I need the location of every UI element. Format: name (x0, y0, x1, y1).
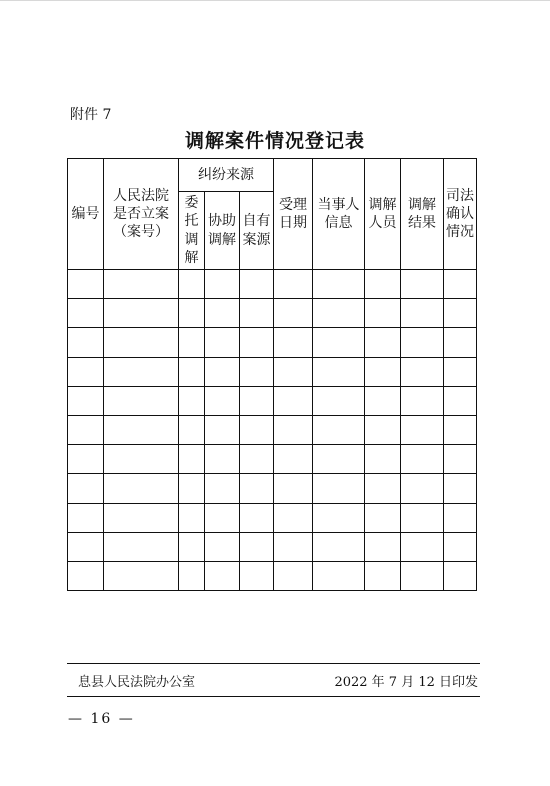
table-row (68, 386, 477, 415)
table-cell[interactable] (444, 474, 477, 503)
table-cell[interactable] (274, 415, 313, 444)
table-cell[interactable] (444, 503, 477, 532)
table-cell[interactable] (274, 445, 313, 474)
header-judicial-confirmation: 司法确认情况 (444, 159, 477, 270)
table-cell[interactable] (444, 328, 477, 357)
page-top-edge (0, 0, 550, 1)
table-cell[interactable] (68, 532, 104, 561)
table-cell[interactable] (401, 561, 444, 590)
table-cell[interactable] (104, 270, 179, 299)
table-cell[interactable] (179, 328, 205, 357)
table-cell[interactable] (68, 357, 104, 386)
table-cell[interactable] (179, 561, 205, 590)
table-cell[interactable] (401, 415, 444, 444)
table-cell[interactable] (365, 561, 401, 590)
header-dispute-source: 纠纷来源 (179, 159, 274, 192)
header-source-own: 自有案源 (240, 192, 274, 270)
header-source-entrusted: 委托调解 (179, 192, 205, 270)
table-cell[interactable] (68, 270, 104, 299)
table-cell[interactable] (365, 299, 401, 328)
table-cell[interactable] (205, 415, 240, 444)
table-cell[interactable] (68, 328, 104, 357)
table-cell[interactable] (401, 474, 444, 503)
table-cell[interactable] (205, 503, 240, 532)
table-cell[interactable] (68, 445, 104, 474)
footer-top-rule (67, 663, 480, 664)
table-cell[interactable] (240, 357, 274, 386)
table-cell[interactable] (313, 328, 365, 357)
table-cell[interactable] (240, 299, 274, 328)
table-cell[interactable] (365, 532, 401, 561)
table-cell[interactable] (104, 415, 179, 444)
table-cell[interactable] (179, 503, 205, 532)
table-cell[interactable] (179, 299, 205, 328)
table-cell[interactable] (365, 357, 401, 386)
table-cell[interactable] (365, 415, 401, 444)
header-source-assisted: 协助调解 (205, 192, 240, 270)
table-cell[interactable] (313, 357, 365, 386)
table-cell[interactable] (179, 445, 205, 474)
header-mediator: 调解人员 (365, 159, 401, 270)
table-cell[interactable] (240, 270, 274, 299)
print-date: 2022 年 7 月 12 日印发 (334, 675, 478, 690)
table-cell[interactable] (68, 386, 104, 415)
table-cell[interactable] (179, 270, 205, 299)
table-cell[interactable] (313, 474, 365, 503)
table-cell[interactable] (401, 445, 444, 474)
table-cell[interactable] (205, 270, 240, 299)
table-cell[interactable] (68, 561, 104, 590)
table-cell[interactable] (240, 445, 274, 474)
table-cell[interactable] (313, 532, 365, 561)
table-cell[interactable] (444, 270, 477, 299)
table-cell[interactable] (205, 357, 240, 386)
page-number: — 16 — (68, 711, 135, 727)
table-cell[interactable] (205, 445, 240, 474)
table-cell[interactable] (313, 270, 365, 299)
table-row (68, 445, 477, 474)
table-cell[interactable] (274, 503, 313, 532)
table-cell[interactable] (179, 474, 205, 503)
header-result: 调解结果 (401, 159, 444, 270)
registration-table (67, 158, 477, 591)
table-cell[interactable] (104, 503, 179, 532)
header-party-info: 当事人信息 (313, 159, 365, 270)
table-cell[interactable] (205, 532, 240, 561)
table-cell[interactable] (365, 270, 401, 299)
table-row (68, 270, 477, 299)
table-cell[interactable] (104, 445, 179, 474)
table-cell[interactable] (240, 474, 274, 503)
table-row (68, 299, 477, 328)
table-cell[interactable] (444, 357, 477, 386)
table-cell[interactable] (313, 445, 365, 474)
table-cell[interactable] (240, 503, 274, 532)
table-cell[interactable] (68, 299, 104, 328)
table-cell[interactable] (205, 386, 240, 415)
table-cell[interactable] (313, 415, 365, 444)
table-cell[interactable] (205, 561, 240, 590)
table-cell[interactable] (240, 415, 274, 444)
table-cell[interactable] (104, 474, 179, 503)
table-cell[interactable] (401, 270, 444, 299)
table-cell[interactable] (401, 299, 444, 328)
table-cell[interactable] (313, 386, 365, 415)
table-row (68, 328, 477, 357)
table-cell[interactable] (401, 532, 444, 561)
table-cell[interactable] (179, 415, 205, 444)
table-cell[interactable] (274, 474, 313, 503)
table-row (68, 474, 477, 503)
table-cell[interactable] (179, 386, 205, 415)
table-cell[interactable] (274, 299, 313, 328)
table-cell[interactable] (401, 503, 444, 532)
table-cell[interactable] (401, 386, 444, 415)
table-cell[interactable] (104, 328, 179, 357)
table-cell[interactable] (240, 532, 274, 561)
table-cell[interactable] (68, 503, 104, 532)
table-cell[interactable] (205, 328, 240, 357)
table-cell[interactable] (179, 532, 205, 561)
table-cell[interactable] (444, 561, 477, 590)
issuer: 息县人民法院办公室 (78, 675, 196, 690)
table-cell[interactable] (240, 386, 274, 415)
table-cell[interactable] (365, 445, 401, 474)
table-cell[interactable] (240, 328, 274, 357)
table-cell[interactable] (205, 474, 240, 503)
table-cell[interactable] (104, 357, 179, 386)
header-row-1 (68, 159, 477, 192)
table-row (68, 357, 477, 386)
table-cell[interactable] (104, 532, 179, 561)
table-cell[interactable] (444, 445, 477, 474)
table-row (68, 532, 477, 561)
table-cell[interactable] (365, 503, 401, 532)
table-cell[interactable] (274, 532, 313, 561)
table-cell[interactable] (444, 386, 477, 415)
table-cell[interactable] (240, 561, 274, 590)
table-cell[interactable] (365, 474, 401, 503)
table-cell[interactable] (274, 270, 313, 299)
table-cell[interactable] (365, 386, 401, 415)
table-cell[interactable] (104, 386, 179, 415)
attachment-label: 附件 7 (70, 107, 112, 123)
table-cell[interactable] (274, 357, 313, 386)
table-cell[interactable] (401, 357, 444, 386)
table-cell[interactable] (313, 299, 365, 328)
table-cell[interactable] (313, 503, 365, 532)
table-row (68, 561, 477, 590)
table-cell[interactable] (104, 299, 179, 328)
table-row (68, 503, 477, 532)
table-cell[interactable] (274, 561, 313, 590)
table-cell[interactable] (205, 299, 240, 328)
table-cell[interactable] (444, 299, 477, 328)
table-cell[interactable] (444, 532, 477, 561)
header-accept-date: 受理日期 (274, 159, 313, 270)
footer-bottom-rule (67, 696, 480, 697)
header-number: 编号 (68, 159, 104, 270)
table-cell[interactable] (68, 415, 104, 444)
table-cell[interactable] (104, 561, 179, 590)
table-row (68, 415, 477, 444)
table-cell[interactable] (444, 415, 477, 444)
page-title: 调解案件情况登记表 (184, 130, 365, 152)
table-cell[interactable] (274, 386, 313, 415)
table-cell[interactable] (179, 357, 205, 386)
table-cell[interactable] (274, 328, 313, 357)
table-cell[interactable] (365, 328, 401, 357)
header-court-case: 人民法院是否立案（案号） (104, 159, 179, 270)
table-cell[interactable] (401, 328, 444, 357)
table-cell[interactable] (68, 474, 104, 503)
table-cell[interactable] (313, 561, 365, 590)
